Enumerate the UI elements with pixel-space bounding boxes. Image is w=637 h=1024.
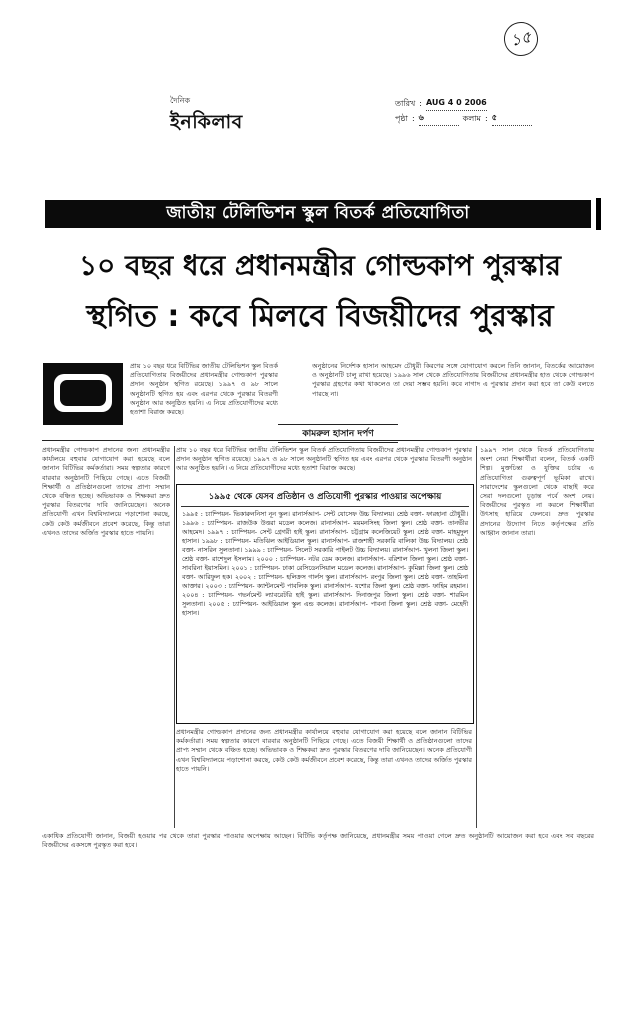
headline-line-1: ১০ বছর ধরে প্রধানমন্ত্রীর গোল্ডকাপ পুরস্কার xyxy=(79,249,561,282)
section-divider xyxy=(42,440,594,441)
article-column-center-bottom: প্রধানমন্ত্রীর গোল্ডকাপ প্রদানের জন্য প্রধানমন্ত্রীর কার্যালয়ে বহুবার যোগাযোগ করা হয়েছে বলে জানান বিটিভির কর্মকর্তারা। সময় স্বল্পতার কারণে বারবার অনুষ্ঠানটি পিছিয়ে গেছে। এতে বিজয়ী শিক্ষার্থী ও প্রতিষ্ঠানগুলো তাদের প্রাপ্য সম্মান থেকে বঞ্চিত হচ্ছে। অভিভাবক ও শিক্ষকরা দ্রুত পুরস্কার বিতরণের দাবি জানিয়েছেন। অনেক প্রতিযোগী এখন বিশ্ববিদ্যালয়ে পড়াশোনা করছে, কেউ কেউ কর্মজীবনে প্রবেশ করেছে, কিন্তু তারা এখনও তাদের অর্জিত পুরস্কার হাতে পায়নি। xyxy=(176,728,472,773)
page-label: পৃষ্ঠা xyxy=(395,113,408,123)
winners-box-title: ১৯৯৫ থেকে যেসব প্রতিষ্ঠান ও প্রতিযোগী পুরস্কার পাওয়ার অপেক্ষায় xyxy=(181,490,469,507)
column-rule-right xyxy=(476,446,477,828)
article-column-center-top: প্রায় ১০ বছর ধরে বিটিভির জাতীয় টেলিভিশন স্কুল বিতর্ক প্রতিযোগিতায় বিজয়ীদের প্রধানমন্ত্রীর গোল্ডকাপ পুরস্কার প্রদান অনুষ্ঠান স্থগিত রয়েছে। ১৯৯৭ ও ৯৮ সালে অনুষ্ঠানটি স্থগিত হয় এবং এরপর থেকে পুরস্কার বিতরণী অনুষ্ঠান আর অনুষ্ঠিত হয়নি। এ নিয়ে প্রতিযোগীদের মধ্যে হতাশা বিরাজ করছে। xyxy=(176,446,472,473)
headline-line-2: স্থগিত : কবে মিলবে বিজয়ীদের পুরস্কার xyxy=(86,299,554,334)
banner-edge-bar xyxy=(596,198,601,230)
masthead-small-label: দৈনিক xyxy=(170,96,191,105)
article-column-bottom: একাধিক প্রতিযোগী জানান, বিজয়ী হওয়ার পর থেকে তারা পুরস্কার পাওয়ার অপেক্ষায় আছেন। বিটিভি কর্তৃপক্ষ জানিয়েছে, প্রধানমন্ত্রীর সময় পাওয়া গেলে দ্রুত অনুষ্ঠানটি আয়োজন করা হবে এবং সব বছরের বিজয়ীদের একসঙ্গে পুরস্কৃত করা হবে। xyxy=(42,832,594,850)
date-label: তারিখ xyxy=(395,98,416,108)
winners-box-body: ১৯৯৫ : চ্যাম্পিয়ন- ভিকারুননিসা নূন স্কুল। রানার্সআপ- সেন্ট যোসেফ উচ্চ বিদ্যালয়। শ্রেষ্ঠ বক্তা- ফারহানা চৌধুরী। ১৯৯৬ : চ্যাম্পিয়ন- রাজউক উত্তরা মডেল কলেজ। রানার্সআপ- ময়মনসিংহ জিলা স্কুল। শ্রেষ্ঠ বক্তা- তানভীর আহমেদ। ১৯৯৭ : চ্যাম্পিয়ন- সেন্ট গ্রেগরী হাই স্কুল। রানার্সআপ- চট্টগ্রাম কলেজিয়েট স্কুল। শ্রেষ্ঠ বক্তা- মাহমুদুল হাসান। ১৯৯৮ : চ্যাম্পিয়ন- মতিঝিল আইডিয়াল স্কুল। রানার্সআপ- রাজশাহী সরকারি বালিকা উচ্চ বিদ্যালয়। শ্রেষ্ঠ বক্তা- নাসরিন সুলতানা। ১৯৯৯ : চ্যাম্পিয়ন- সিলেট সরকারি পাইলট উচ্চ বিদ্যালয়। রানার্সআপ- খুলনা জিলা স্কুল। শ্রেষ্ঠ বক্তা- রাশেদুল ইসলাম। ২০০০ : চ্যাম্পিয়ন- নটর ডেম কলেজ। রানার্সআপ- বরিশাল জিলা স্কুল। শ্রেষ্ঠ বক্তা- সাবরিনা ইয়াসমিন। ২০০১ : চ্যাম্পিয়ন- ঢাকা রেসিডেনসিয়াল মডেল কলেজ। রানার্সআপ- কুমিল্লা জিলা স্কুল। শ্রেষ্ঠ বক্তা- আরিফুল হক। ২০০২ : চ্যাম্পিয়ন- হলিক্রস গার্লস স্কুল। রানার্সআপ- রংপুর জিলা স্কুল। শ্রেষ্ঠ বক্তা- তাহমিনা আক্তার। ২০০৩ : চ্যাম্পিয়ন- ক্যান্টনমেন্ট পাবলিক স্কুল। রানার্সআপ- যশোর জিলা স্কুল। শ্রেষ্ঠ বক্তা- ফাহিম রহমান। ২০০৪ : চ্যাম্পিয়ন- গভর্নমেন্ট ল্যাবরেটরি হাই স্কুল। রানার্সআপ- দিনাজপুর জিলা স্কুল। শ্রেষ্ঠ বক্তা- শারমিন সুলতানা। ২০০৫ : চ্যাম্পিয়ন- আইডিয়াল স্কুল এন্ড কলেজ। রানার্সআপ- পাবনা জিলা স্কুল। শ্রেষ্ঠ বক্তা- মেহেদী হাসান। xyxy=(182,511,468,617)
television-icon xyxy=(42,362,124,426)
handwritten-page-number: ১৫ xyxy=(501,19,541,59)
article-column-lower-right: ১৯৯৭ সাল থেকে বিতর্ক প্রতিযোগিতায় অংশ নেয়া শিক্ষার্থীরা বলেন, বিতর্ক একটি শিল্প। মুক্তচিন্তা ও যুক্তির চর্চায় এ প্রতিযোগিতা গুরুত্বপূর্ণ ভূমিকা রাখে। সারাদেশের স্কুলগুলো থেকে বাছাই করে সেরা দলগুলো চূড়ান্ত পর্বে অংশ নেয়। বিজয়ীদের পুরস্কৃত না করলে শিক্ষার্থীরা উৎসাহ হারিয়ে ফেলবে। দ্রুত পুরস্কার প্রদানের উদ্যোগ নিতে কর্তৃপক্ষের প্রতি আহ্বান জানান তারা। xyxy=(480,446,594,537)
masthead xyxy=(170,95,243,140)
column-value: ৫ xyxy=(492,111,532,126)
article-column-top-right: অনুষ্ঠানের নির্দেশক হাসান আহমেদ চৌধুরী কিরণের সঙ্গে যোগাযোগ করলে তিনি জানান, বিতর্কের আয়োজন ও অনুষ্ঠানটি চালু রাখা হয়েছে। ১৯৯৬ সাল থেকে প্রতিযোগিতায় বিজয়ীদের প্রধানমন্ত্রীর হাত থেকে গোল্ডকাপ পুরস্কার গ্রহণের কথা থাকলেও তা দেয়া সম্ভব হয়নি। কবে নাগাদ এ পুরস্কার প্রদান করা হবে তা কেউ বলতে পারছে না। xyxy=(312,362,594,398)
column-rule-left xyxy=(174,446,175,828)
byline: কামরুল হাসান দর্পণ xyxy=(278,424,398,443)
clipping-info-stamp: তারিখ : AUG 4 0 2006 পৃষ্ঠা : ৬ কলাম : ৫ xyxy=(395,96,532,126)
winners-list-box xyxy=(176,484,474,724)
page-value: ৬ xyxy=(419,111,459,126)
column-label: কলাম xyxy=(462,113,481,123)
date-value: AUG 4 0 2006 xyxy=(426,96,487,111)
section-banner: জাতীয় টেলিভিশন স্কুল বিতর্ক প্রতিযোগিতা xyxy=(45,200,591,228)
newspaper-name: ইনকিলাব xyxy=(170,111,243,133)
article-column-top-left: প্রায় ১০ বছর ধরে বিটিভির জাতীয় টেলিভিশন স্কুল বিতর্ক প্রতিযোগিতায় বিজয়ীদের প্রধানমন্ত্রীর গোল্ডকাপ পুরস্কার প্রদান অনুষ্ঠান স্থগিত রয়েছে। ১৯৯৭ ও ৯৮ সালে অনুষ্ঠানটি স্থগিত হয় এবং এরপর থেকে পুরস্কার বিতরণী অনুষ্ঠান আর অনুষ্ঠিত হয়নি। এ নিয়ে প্রতিযোগীদের মধ্যে হতাশা বিরাজ করছে। xyxy=(130,362,278,417)
article-column-lower-left: প্রধানমন্ত্রীর গোল্ডকাপ প্রদানের জন্য প্রধানমন্ত্রীর কার্যালয়ে বহুবার যোগাযোগ করা হয়েছে বলে জানান বিটিভির কর্মকর্তারা। সময় স্বল্পতার কারণে বারবার অনুষ্ঠানটি পিছিয়ে গেছে। এতে বিজয়ী শিক্ষার্থী ও প্রতিষ্ঠানগুলো তাদের প্রাপ্য সম্মান থেকে বঞ্চিত হচ্ছে। অভিভাবক ও শিক্ষকরা দ্রুত পুরস্কার বিতরণের দাবি জানিয়েছেন। অনেক প্রতিযোগী এখন বিশ্ববিদ্যালয়ে পড়াশোনা করছে, কেউ কেউ কর্মজীবনে প্রবেশ করেছে, কিন্তু তারা এখনও তাদের অর্জিত পুরস্কার হাতে পায়নি। xyxy=(42,446,170,537)
